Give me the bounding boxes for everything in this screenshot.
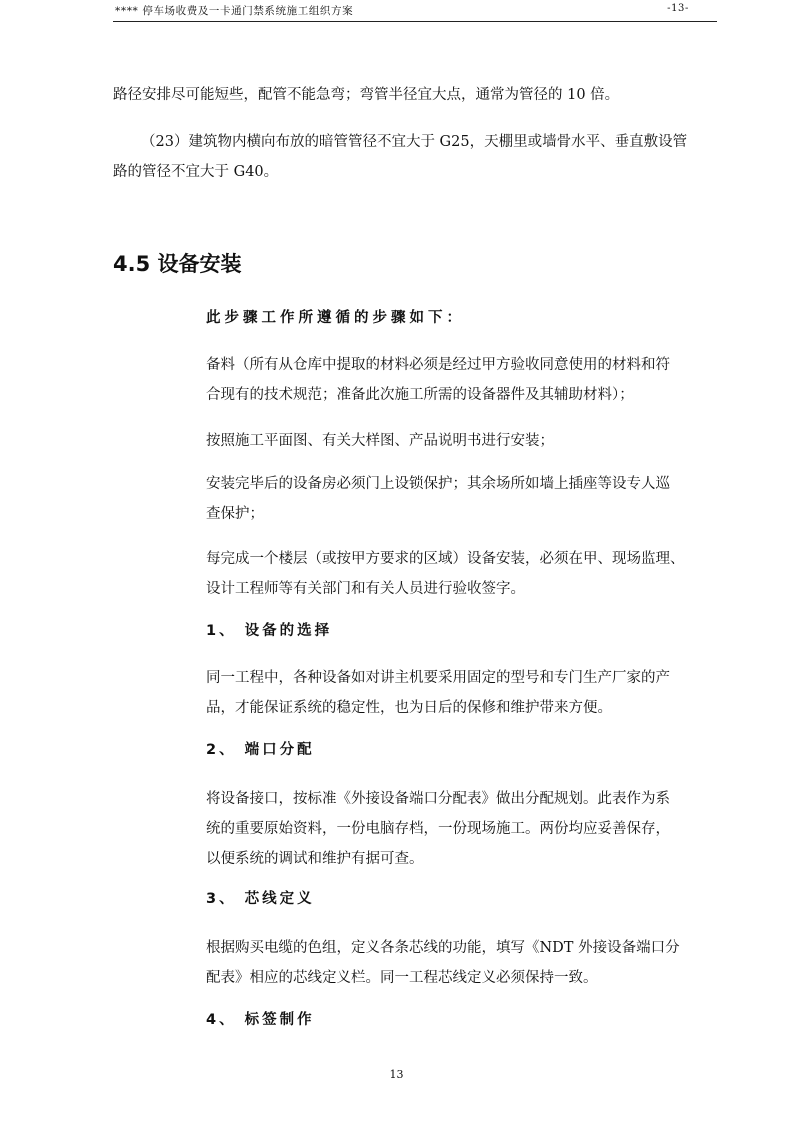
header-title: **** 停车场收费及一卡通门禁系统施工组织方案 — [115, 5, 354, 17]
paragraph-item-23: （23）建筑物内横向布放的暗管管径不宜大于 G25，天棚里或墙骨水平、垂直敷设管 路的管径不宜大于 G40。 — [113, 134, 688, 180]
subsection-body: 同一工程中，各种设备如对讲主机要采用固定的型号和专门生产厂家的产 品，才能保证系统的稳定性，也为日后的保修和维护带来方便。 — [206, 670, 670, 716]
subsection-heading: 4、 标签制作 — [206, 1012, 315, 1028]
subsection-heading: 3、 芯线定义 — [206, 891, 315, 907]
step-item: 备料（所有从仓库中提取的材料必须是经过甲方验收同意使用的材料和符 合现有的技术规范；准备此次施工所需的设备器件及其辅助材料）； — [206, 357, 670, 403]
subsection-heading: 1、 设备的选择 — [206, 623, 333, 639]
paragraph-pipe-routing: 路径安排尽可能短些，配管不能急弯；弯管半径宜大点，通常为管径的 10 倍。 — [113, 87, 620, 103]
step-item: 按照施工平面图、有关大样图、产品说明书进行安装； — [206, 433, 554, 449]
section-title: 4.5 设备安装 — [113, 252, 242, 276]
subsection-body: 根据购买电缆的色组，定义各条芯线的功能，填写《NDT 外接设备端口分 配表》相应的芯线定义栏。同一工程芯线定义必须保持一致。 — [206, 940, 680, 986]
header-page-number: -13- — [667, 3, 689, 14]
subsection-body: 将设备接口，按标准《外接设备端口分配表》做出分配规划。此表作为系 统的重要原始资料，一份电脑存档，一份现场施工。两份均应妥善保存， 以便系统的调试和维护有据可查。 — [206, 791, 670, 867]
step-item: 安装完毕后的设备房必须门上设锁保护；其余场所如墙上插座等设专人巡 查保护； — [206, 476, 670, 522]
footer-page-number: 13 — [389, 1068, 404, 1081]
step-item: 每完成一个楼层（或按甲方要求的区域）设备安装，必须在甲、现场监理、 设计工程师等有关部门和有关人员进行验收签字。 — [206, 551, 685, 597]
steps-intro: 此步骤工作所遵循的步骤如下： — [206, 310, 465, 326]
subsection-heading: 2、 端口分配 — [206, 742, 315, 758]
page-header — [113, 0, 717, 22]
